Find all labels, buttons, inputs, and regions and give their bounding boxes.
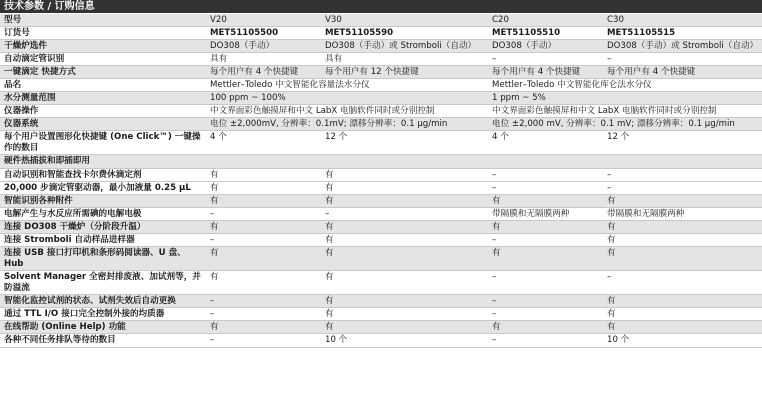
row-value: 10 个 (607, 335, 630, 345)
row-value: 有 (607, 235, 616, 245)
row-value: 有 (492, 196, 501, 206)
table-row (0, 271, 762, 295)
row-value: – (210, 335, 215, 345)
row-value: 10 个 (325, 335, 348, 345)
table-row (0, 14, 762, 27)
row-value: – (492, 183, 497, 193)
row-value: 有 (210, 170, 219, 180)
row-value: DO308（手动） (492, 41, 557, 51)
row-value: 有 (325, 248, 334, 258)
row-value: 每个用户有 4 个快捷键 (492, 67, 581, 77)
row-value: 电位 ±2,000mV, 分辨率：0.1mV; 漂移分辨率：0.1 μg/min (210, 119, 448, 129)
row-value: 1 ppm ~ 5% (492, 93, 546, 103)
row-label: 仪器系统 (4, 119, 39, 129)
table-row (0, 92, 762, 105)
table-row (0, 131, 762, 155)
row-value: 有 (325, 296, 334, 306)
row-label: 各种不同任务排队等待的数目 (4, 335, 116, 345)
row-value: 有 (210, 183, 219, 193)
row-value: – (492, 296, 497, 306)
row-value: 有 (325, 170, 334, 180)
table-row (0, 118, 762, 131)
row-value: 有 (607, 296, 616, 306)
row-value: DO308（手动）或 Stromboli（自动） (607, 41, 759, 51)
row-value: 每个用户有 4 个快捷键 (210, 67, 299, 77)
row-label: 一键滴定 快捷方式 (4, 67, 76, 77)
row-value: 有 (325, 222, 334, 232)
row-value: – (492, 309, 497, 319)
table-row (0, 247, 762, 271)
row-label: 水分测量范围 (4, 93, 56, 103)
table-row (0, 169, 762, 182)
row-value: – (210, 309, 215, 319)
row-label: Solvent Manager 全密封排废液、加试剂等，并防溢流 (4, 272, 201, 293)
table-row (0, 334, 762, 348)
row-value: 有 (607, 248, 616, 258)
row-label: 连接 DO308 干燥炉（分阶段升温） (4, 222, 146, 232)
row-value: 有 (492, 248, 501, 258)
row-value: 有 (325, 183, 334, 193)
row-value: 有 (492, 322, 501, 332)
row-value: 有 (210, 222, 219, 232)
row-label: 品名 (4, 80, 22, 90)
row-value: – (210, 209, 215, 219)
row-value: 有 (325, 309, 334, 319)
row-value: 4 个 (492, 132, 509, 142)
row-value: 有 (607, 222, 616, 232)
row-value: C30 (607, 15, 624, 25)
row-value: Mettler–Toledo 中文智能化库仑法水分仪 (492, 80, 652, 90)
row-value: V20 (210, 15, 227, 25)
table-row (0, 27, 762, 40)
row-value: 12 个 (325, 132, 348, 142)
row-value: 带隔膜和无隔膜两种 (492, 209, 570, 219)
row-label: 连接 Stromboli 自动样品进样器 (4, 235, 135, 245)
row-value: – (210, 235, 215, 245)
row-value: 有 (210, 322, 219, 332)
table-row (0, 155, 762, 169)
row-value: DO308（手动） (210, 41, 275, 51)
page-title: 技术参数 / 订购信息 (0, 0, 762, 13)
row-value: 有 (325, 235, 334, 245)
table-row (0, 40, 762, 53)
row-value: – (325, 209, 330, 219)
row-value: 有 (492, 222, 501, 232)
row-value: 有 (325, 322, 334, 332)
table-row (0, 234, 762, 247)
row-label: 硬件热插拔和即插即用 (4, 156, 90, 166)
table-row (0, 208, 762, 221)
table-row (0, 182, 762, 195)
table-row (0, 221, 762, 234)
row-label: 自动识别和智能查找卡尔费休滴定剂 (4, 170, 142, 180)
row-value: 中文界面彩色触摸屏和中文 LabX 电脑软件同时或分别控制 (492, 106, 717, 116)
row-label: 型号 (4, 15, 22, 25)
row-value: MET51105515 (607, 28, 676, 38)
row-value: MET51105500 (210, 28, 279, 38)
row-value: – (492, 235, 497, 245)
table-row (0, 321, 762, 334)
row-value: – (607, 183, 612, 193)
row-value: – (210, 296, 215, 306)
row-value: 具有 (325, 54, 343, 64)
row-value: MET51105590 (325, 28, 394, 38)
row-label: 仪器操作 (4, 106, 39, 116)
row-value: 有 (607, 196, 616, 206)
row-value: 有 (210, 248, 219, 258)
row-value: 有 (325, 196, 334, 206)
row-value: 具有 (210, 54, 228, 64)
row-value: – (492, 54, 497, 64)
row-value: 有 (325, 272, 334, 282)
row-value: 中文界面彩色触摸屏和中文 LabX 电脑软件同时或分别控制 (210, 106, 435, 116)
row-label: 20,000 步滴定管驱动器，最小加液量 0.25 μL (4, 183, 191, 193)
row-value: 100 ppm ~ 100% (210, 93, 286, 103)
row-value: MET51105510 (492, 28, 561, 38)
row-label: 在线帮助 (Online Help) 功能 (4, 322, 126, 332)
row-value: 12 个 (607, 132, 630, 142)
row-label: 连接 USB 接口打印机和条形码阅读器、U 盘、Hub (4, 248, 186, 269)
row-label: 智能化监控试剂的状态、试剂失效后自动更换 (4, 296, 176, 306)
row-value: – (492, 170, 497, 180)
table-row (0, 53, 762, 66)
row-label: 干燥炉选件 (4, 41, 47, 51)
row-value: V30 (325, 15, 342, 25)
row-value: C20 (492, 15, 509, 25)
row-value: – (492, 335, 497, 345)
table-row (0, 308, 762, 321)
row-value: 带隔膜和无隔膜两种 (607, 209, 685, 219)
row-value: 有 (210, 272, 219, 282)
row-value: 电位 ±2,000 mV, 分辨率：0.1 mV; 漂移分辨率：0.1 μg/min (492, 119, 735, 129)
row-label: 电解产生与水反应所需碘的电解电极 (4, 209, 142, 219)
row-value: 有 (607, 322, 616, 332)
row-value: 有 (210, 196, 219, 206)
row-label: 智能识别各种附件 (4, 196, 73, 206)
table-row (0, 66, 762, 79)
row-label: 自动滴定管识别 (4, 54, 65, 64)
row-value: – (607, 54, 612, 64)
row-value: Mettler–Toledo 中文智能化容量法水分仪 (210, 80, 370, 90)
row-value: 4 个 (210, 132, 227, 142)
table-row (0, 105, 762, 118)
row-label: 订货号 (4, 28, 30, 38)
row-value: – (492, 272, 497, 282)
row-value: DO308（手动）或 Stromboli（自动） (325, 41, 477, 51)
row-label: 每个用户设置图形化快捷键 (One Click™) 一键操作的数目 (4, 132, 201, 153)
row-value: – (607, 272, 612, 282)
row-label: 通过 TTL I/O 接口完全控制外接的均质器 (4, 309, 165, 319)
table-row (0, 295, 762, 308)
table-row (0, 79, 762, 92)
row-value: 每个用户有 4 个快捷键 (607, 67, 696, 77)
row-value: 有 (607, 309, 616, 319)
row-value: – (607, 170, 612, 180)
row-value: 每个用户有 12 个快捷键 (325, 67, 419, 77)
table-row (0, 195, 762, 208)
